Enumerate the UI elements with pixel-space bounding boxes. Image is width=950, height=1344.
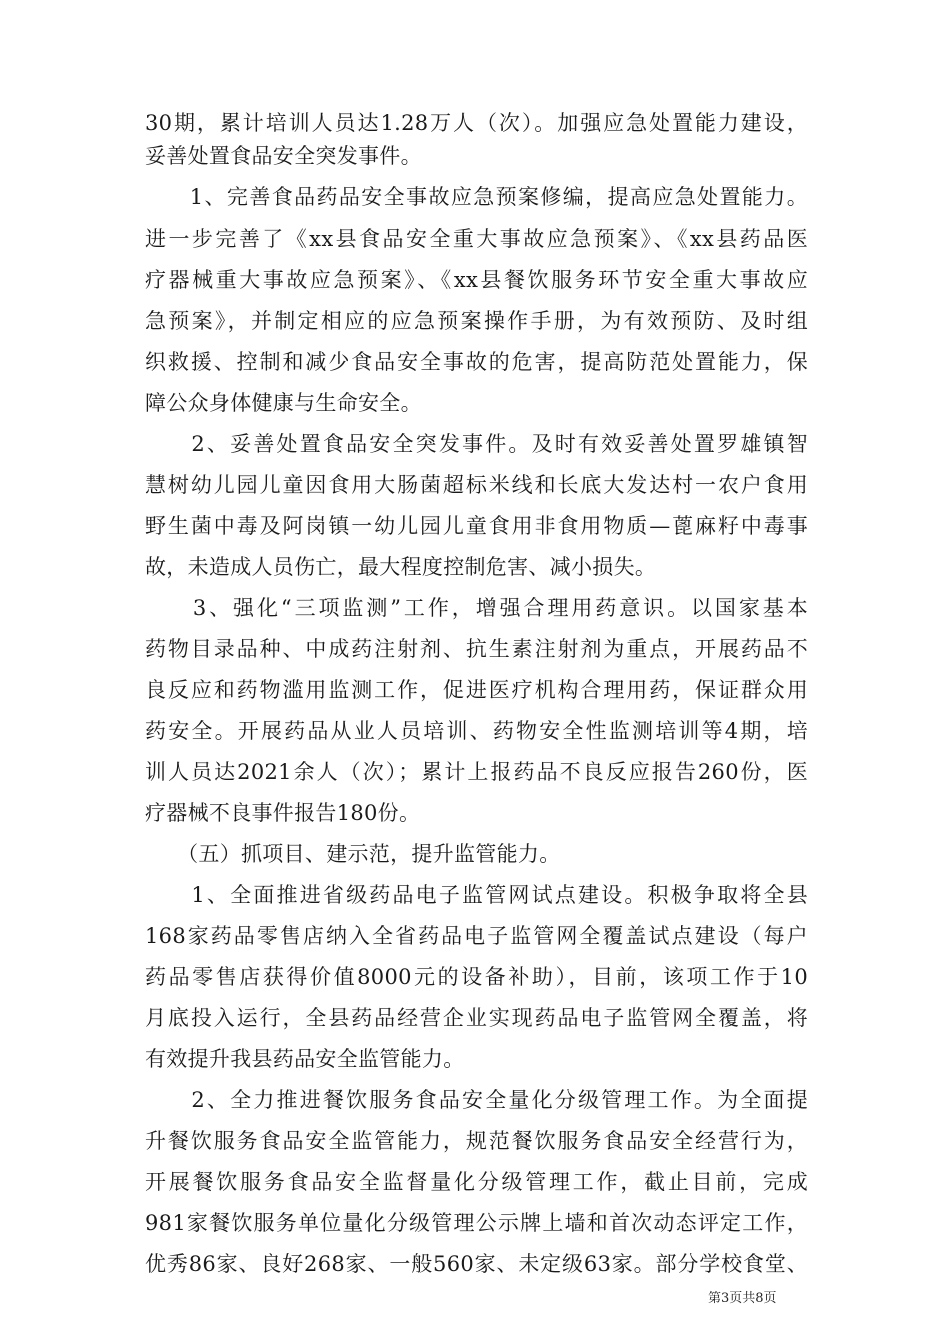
text-line: 慧树幼儿园儿童因食用大肠菌超标米线和长底大发达村一农户食用: [145, 473, 808, 497]
text-line: 野生菌中毒及阿岗镇一幼儿园儿童食用非食用物质—蓖麻籽中毒事: [145, 514, 808, 538]
text-line: 开展餐饮服务食品安全监督量化分级管理工作，截止目前，完成: [145, 1170, 808, 1194]
text-line: 药安全。开展药品从业人员培训、药物安全性监测培训等4期，培: [145, 719, 808, 743]
text-line: 织救援、控制和减少食品安全事故的危害，提高防范处置能力，保: [145, 350, 808, 374]
text-line: 疗器械不良事件报告180份。: [145, 801, 421, 825]
text-line: 进一步完善了《xx县食品安全重大事故应急预案》、《xx县药品医: [145, 227, 808, 251]
text-line: 2、全力推进餐饮服务食品安全量化分级管理工作。为全面提: [145, 1088, 808, 1112]
text-line: 优秀86家、良好268家、一般560家、未定级63家。部分学校食堂、: [145, 1252, 808, 1276]
text-line: 妥善处置食品安全突发事件。: [145, 144, 422, 168]
page-number: 第3页共8页: [708, 1291, 777, 1306]
text-line: 168家药品零售店纳入全省药品电子监管网全覆盖试点建设（每户: [145, 924, 808, 948]
text-line: 药物目录品种、中成药注射剂、抗生素注射剂为重点，开展药品不: [145, 637, 808, 661]
text-line: 疗器械重大事故应急预案》、《xx县餐饮服务环节安全重大事故应: [145, 268, 808, 292]
text-line: 障公众身体健康与生命安全。: [145, 391, 422, 415]
text-line: 良反应和药物滥用监测工作，促进医疗机构合理用药，保证群众用: [145, 678, 808, 702]
text-line: 药品零售店获得价值8000元的设备补助），目前，该项工作于10: [145, 965, 808, 989]
text-line: 1、全面推进省级药品电子监管网试点建设。积极争取将全县: [145, 883, 808, 907]
text-line: 有效提升我县药品安全监管能力。: [145, 1047, 465, 1071]
text-line: 3、强化“三项监测”工作，增强合理用药意识。以国家基本: [145, 596, 808, 620]
text-line: 981家餐饮服务单位量化分级管理公示牌上墙和首次动态评定工作，: [145, 1211, 808, 1235]
text-line: 急预案》，并制定相应的应急预案操作手册，为有效预防、及时组: [145, 309, 808, 333]
section-heading: （五）抓项目、建示范，提升监管能力。: [145, 842, 561, 866]
text-line: 1、完善食品药品安全事故应急预案修编，提高应急处置能力。: [145, 185, 808, 209]
text-line: 训人员达2021余人（次）；累计上报药品不良反应报告260份，医: [145, 760, 808, 784]
text-line: 30期，累计培训人员达1.28万人（次）。加强应急处置能力建设，: [145, 111, 808, 135]
text-line: 月底投入运行，全县药品经营企业实现药品电子监管网全覆盖，将: [145, 1006, 808, 1030]
text-line: 2、妥善处置食品安全突发事件。及时有效妥善处置罗雄镇智: [145, 432, 808, 456]
text-line: 故，未造成人员伤亡，最大程度控制危害、减小损失。: [145, 555, 657, 579]
text-line: 升餐饮服务食品安全监管能力，规范餐饮服务食品安全经营行为，: [145, 1129, 808, 1153]
